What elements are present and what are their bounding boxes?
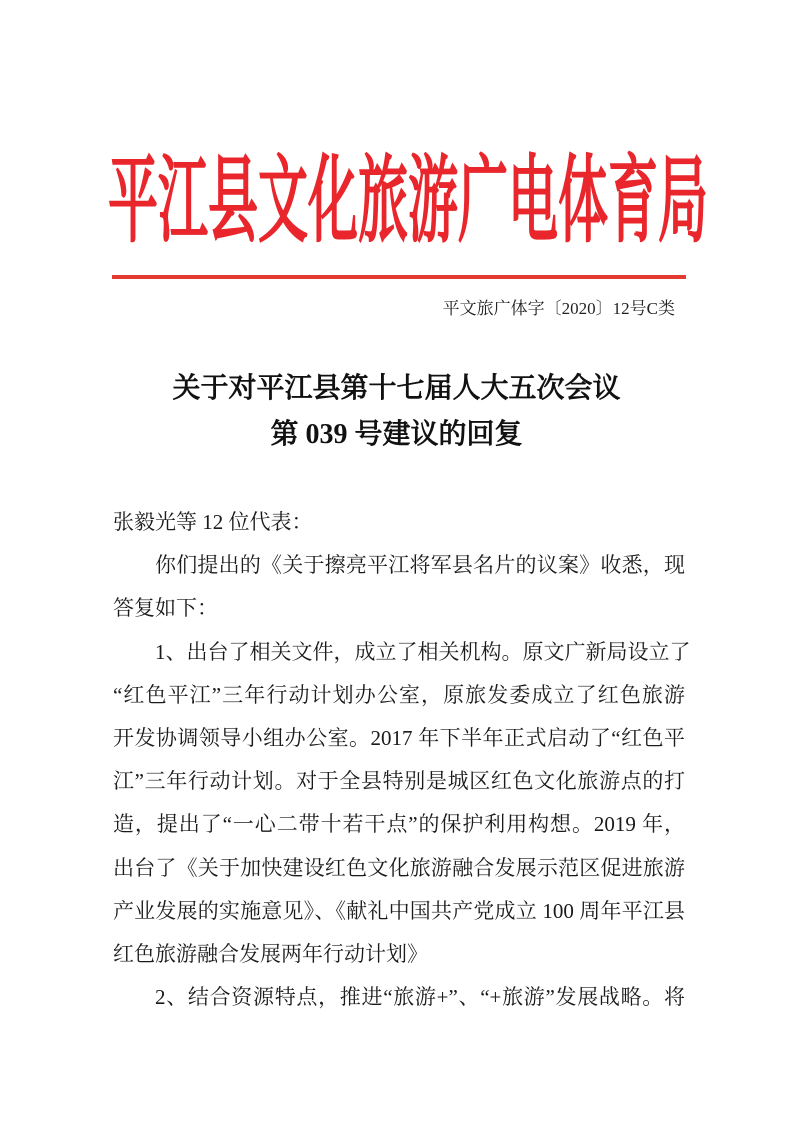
body-line: 江”三年行动计划。对于全县特别是城区红色文化旅游点的打 bbox=[113, 769, 685, 794]
document-number: 平文旅广体字〔2020〕12号C类 bbox=[442, 299, 675, 318]
letterhead-char: 广 bbox=[458, 147, 508, 254]
document-title-line1: 关于对平江县第十七届人大五次会议 bbox=[172, 373, 621, 404]
letterhead-char: 电 bbox=[508, 147, 558, 254]
body-line: 开发协调领导小组办公室。2017 年下半年正式启动了“红色平 bbox=[113, 726, 685, 750]
body-line: 2、结合资源特点，推进“旅游+”、“+旅游”发展战略。将 bbox=[155, 985, 685, 1010]
body-line: 造，提出了“一心二带十若干点”的保护利用构想。2019 年， bbox=[113, 812, 685, 837]
body-line: 产业发展的实施意见》、《献礼中国共产党成立 100 周年平江县 bbox=[113, 898, 685, 923]
body-line: 1、出台了相关文件，成立了相关机构。原文广新局设立了 bbox=[155, 639, 691, 664]
letterhead-char: 游 bbox=[408, 147, 458, 254]
letterhead-char: 平 bbox=[108, 147, 158, 254]
letterhead-char: 化 bbox=[308, 147, 358, 254]
body-line: 你们提出的《关于擦亮平江将军县名片的议案》收悉，现 bbox=[155, 553, 685, 578]
letterhead-char: 育 bbox=[608, 147, 658, 254]
organization-letterhead bbox=[108, 138, 708, 254]
body-line: 答复如下： bbox=[113, 596, 218, 621]
letterhead-char: 旅 bbox=[358, 147, 408, 254]
body-line: 红色旅游融合发展两年行动计划》 bbox=[113, 942, 428, 966]
red-divider bbox=[112, 275, 686, 279]
letterhead-char: 文 bbox=[258, 147, 308, 254]
letterhead-char: 县 bbox=[208, 147, 258, 254]
body-line: “红色平江”三年行动计划办公室，原旅发委成立了红色旅游 bbox=[113, 682, 685, 707]
document-title-line2: 第 039 号建议的回复 bbox=[270, 419, 523, 450]
letterhead-char: 江 bbox=[158, 147, 208, 254]
letterhead-char: 体 bbox=[558, 147, 608, 254]
body-line: 出台了《关于加快建设红色文化旅游融合发展示范区促进旅游 bbox=[113, 855, 685, 880]
letterhead-char: 局 bbox=[658, 147, 708, 254]
body-line: 张毅光等 12 位代表： bbox=[113, 510, 313, 534]
